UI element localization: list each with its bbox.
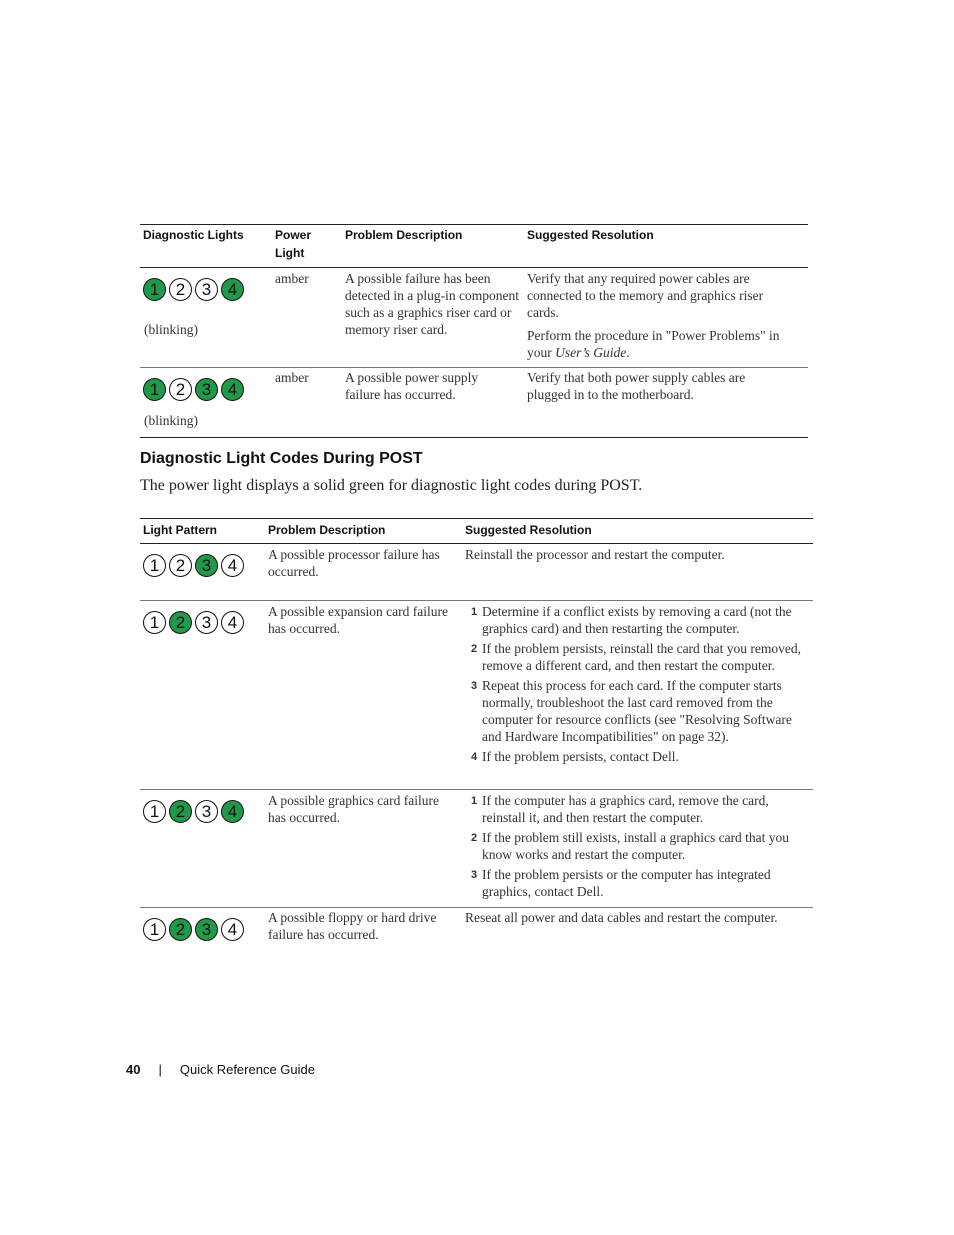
col-diagnostic-lights: Diagnostic Lights	[143, 228, 244, 242]
light-3-off-icon: 3	[195, 611, 218, 634]
light-1-off-icon: 1	[143, 800, 166, 823]
light-3-off-icon: 3	[195, 278, 218, 301]
list-item: 1 If the computer has a graphics card, remove the card, reinstall it, and then restart the computer.	[471, 793, 769, 825]
suggested-resolution	[473, 792, 798, 903]
list-item: 2 If the problem persists, reinstall the card that you removed, remove a different card, and then restart the computer.	[471, 641, 802, 673]
light-pattern	[143, 378, 244, 401]
light-pattern	[143, 554, 244, 577]
col-suggested-resolution: Suggested Resolution	[465, 523, 592, 537]
col-problem-description: Problem Description	[268, 523, 386, 537]
light-pattern	[143, 800, 244, 823]
table-row	[140, 368, 808, 438]
light-pattern	[143, 278, 244, 301]
light-3-on-icon: 3	[195, 554, 218, 577]
table-header	[140, 224, 808, 268]
light-2-off-icon: 2	[169, 554, 192, 577]
table-row	[140, 544, 813, 601]
light-pattern	[143, 918, 244, 941]
col-power: Power	[275, 228, 312, 242]
problem-description: A possible power supply failure has occurred.	[345, 370, 479, 402]
problem-description: A possible graphics card failure has occurred.	[268, 793, 439, 825]
col-problem-description: Problem Description	[345, 228, 463, 242]
light-3-on-icon: 3	[195, 378, 218, 401]
col-light-pattern: Light Pattern	[143, 523, 217, 537]
light-2-off-icon: 2	[169, 278, 192, 301]
list-item: 1 Determine if a conflict exists by removing a card (not the graphics card) and then restarting the computer.	[471, 604, 792, 636]
intro-paragraph: The power light displays a solid green for diagnostic light codes during POST.	[140, 477, 643, 494]
blinking-note: (blinking)	[144, 322, 198, 337]
light-1-off-icon: 1	[143, 554, 166, 577]
light-4-on-icon: 4	[221, 378, 244, 401]
suggested-resolution: Reinstall the processor and restart the computer.	[465, 547, 725, 562]
light-4-on-icon: 4	[221, 278, 244, 301]
problem-description: A possible expansion card failure has occurred.	[268, 604, 448, 636]
suggested-resolution: Reseat all power and data cables and restart the computer.	[465, 910, 778, 925]
light-1-off-icon: 1	[143, 611, 166, 634]
light-pattern	[143, 611, 244, 634]
resolution-steps	[473, 603, 806, 765]
table-header	[140, 518, 813, 544]
list-item: 3 Repeat this process for each card. If the computer starts normally, troubleshoot the last card removed from the computer for resource conflicts (see "Resolving Software and Hardware Incompatibilities" on page 32).	[471, 678, 792, 744]
problem-description: A possible floppy or hard drive failure has occurred.	[268, 910, 437, 942]
light-3-on-icon: 3	[195, 918, 218, 941]
table-row	[140, 790, 813, 908]
col-power-light: Light	[275, 246, 305, 260]
list-item: 2 If the problem still exists, install a graphics card that you know works and restart the computer.	[471, 830, 790, 862]
footer-separator: |	[158, 1062, 162, 1077]
light-2-on-icon: 2	[169, 800, 192, 823]
problem-description: A possible failure has been detected in a plug-in component such as a graphics riser card or memory riser card.	[345, 271, 519, 337]
resolution-paragraph: Perform the procedure in "Power Problems" in your User’s Guide.	[527, 328, 780, 360]
table-row	[140, 268, 808, 368]
light-4-off-icon: 4	[221, 554, 244, 577]
resolution-paragraph: Verify that any required power cables are connected to the memory and graphics riser cards.	[527, 271, 764, 320]
table-row	[140, 601, 813, 790]
light-2-on-icon: 2	[169, 611, 192, 634]
light-2-off-icon: 2	[169, 378, 192, 401]
light-2-on-icon: 2	[169, 918, 192, 941]
page-number: 40	[126, 1062, 141, 1077]
problem-description: A possible processor failure has occurred.	[268, 547, 440, 579]
col-suggested-resolution: Suggested Resolution	[527, 228, 654, 242]
diagnostic-lights-table	[140, 224, 808, 438]
blinking-note: (blinking)	[144, 413, 198, 428]
suggested-resolution	[473, 603, 806, 768]
document-title: Quick Reference Guide	[179, 1062, 315, 1077]
light-4-on-icon: 4	[221, 800, 244, 823]
list-item: 4 If the problem persists, contact Dell.	[471, 749, 679, 764]
suggested-resolution: Verify that both power supply cables are plugged in to the motherboard.	[527, 370, 746, 402]
light-1-on-icon: 1	[143, 378, 166, 401]
power-light-value: amber	[275, 370, 309, 385]
light-3-off-icon: 3	[195, 800, 218, 823]
power-light-value: amber	[275, 271, 309, 286]
suggested-resolution	[527, 270, 792, 367]
resolution-steps	[473, 792, 798, 900]
list-item: 3 If the problem persists or the computer has integrated graphics, contact Dell.	[471, 867, 771, 899]
section-heading: Diagnostic Light Codes During POST	[140, 450, 423, 467]
light-1-off-icon: 1	[143, 918, 166, 941]
table-row	[140, 908, 813, 958]
light-4-off-icon: 4	[221, 918, 244, 941]
light-1-on-icon: 1	[143, 278, 166, 301]
page-footer	[126, 1062, 315, 1077]
post-light-codes-table	[140, 518, 813, 958]
light-4-off-icon: 4	[221, 611, 244, 634]
